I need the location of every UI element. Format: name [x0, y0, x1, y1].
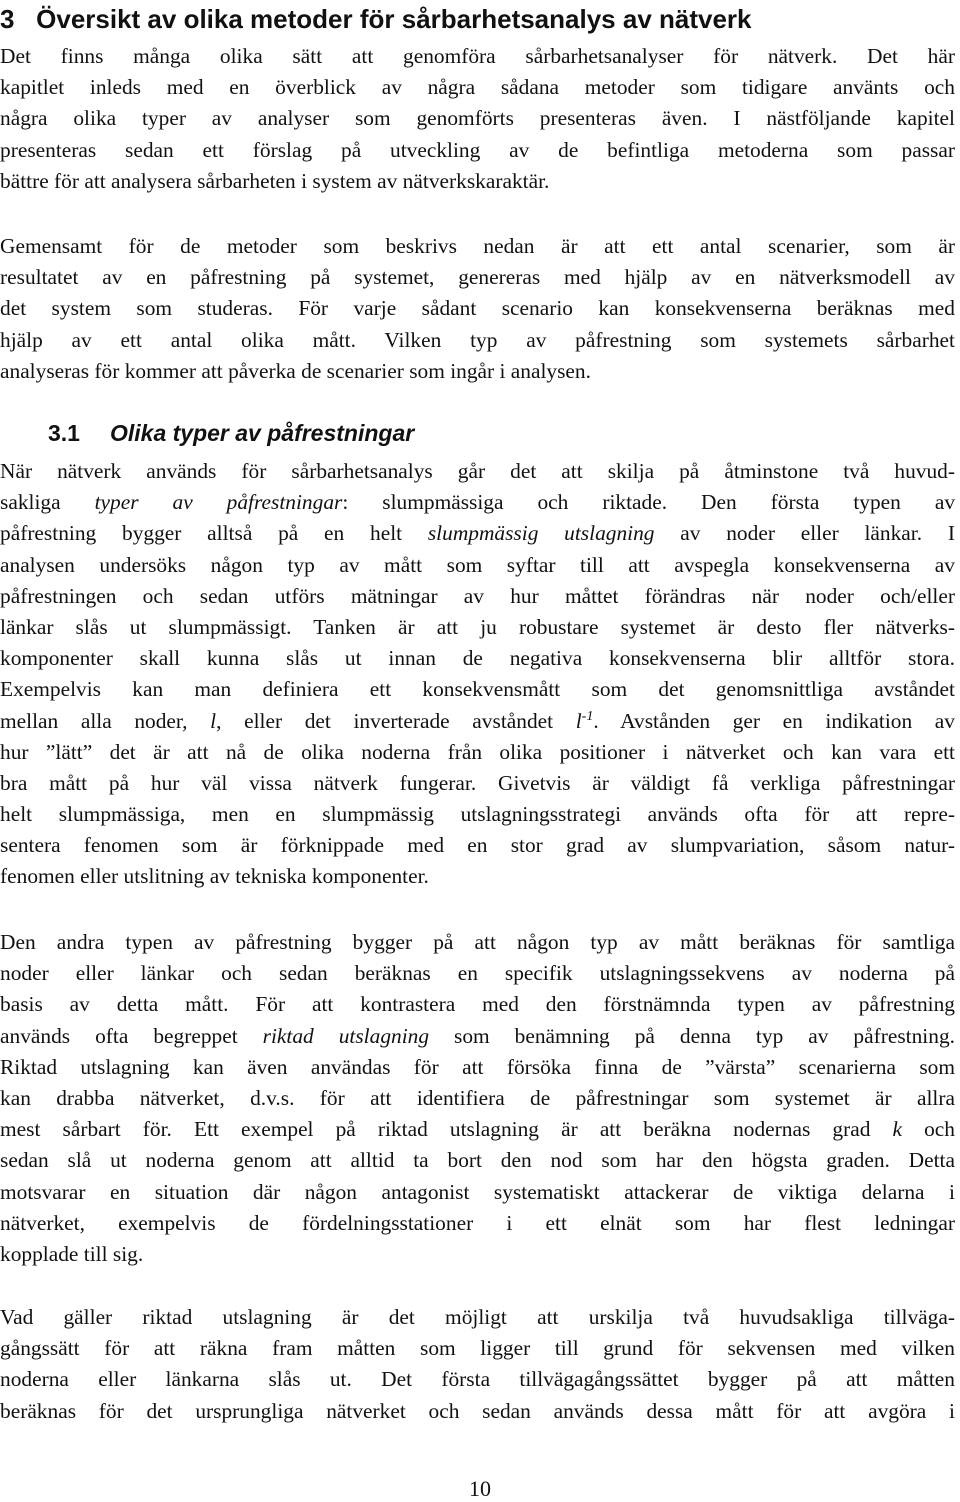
text-line: det system som studeras. För varje sådant scenario kan konsekvenserna beräknas med	[0, 296, 955, 321]
text-line: Den andra typen av påfrestning bygger på att någon typ av mått beräknas för samtliga	[0, 930, 955, 954]
text-line: sedan slå ut noderna genom att alltid ta bort den nod som har den högsta graden. Detta	[0, 1148, 955, 1173]
text-line: noderna eller länkarna slås ut. Det första tillvägagångssättet bygger på att måtten	[0, 1367, 955, 1392]
text-line: fenomen eller utslitning av tekniska komponenter.	[0, 864, 429, 889]
text-line: Riktad utslagning kan även användas för att försöka finna de ”värsta” scenarierna som	[0, 1054, 955, 1079]
text-line: helt slumpmässiga, men en slumpmässig utslagningsstrategi används ofta för att repre-	[0, 802, 955, 827]
text-line: analyseras för kommer att påverka de scenarier som ingår i analysen.	[0, 358, 591, 383]
math-exponent: -1	[581, 708, 594, 724]
text-line: kopplade till sig.	[0, 1241, 144, 1266]
text-line: resultatet av en påfrestning på systemet, genereras med hjälp av en nätverksmodell av	[0, 265, 955, 290]
section-title: Olika typer av påfrestningar	[109, 420, 415, 446]
text-line	[0, 1114, 955, 1145]
text-run: som benämning på denna typ av påfrestning.	[429, 1023, 955, 1048]
emphasis-term: slumpmässig utslagning	[427, 521, 655, 546]
paragraph-approaches	[0, 1302, 955, 1427]
text-line: länkar slås ut slumpmässigt. Tanken är att ju robustare systemet är desto fler nätverks-	[0, 614, 955, 639]
text-line: basis av detta mått. För att kontrastera med den förstnämnda typen av påfrestning	[0, 992, 955, 1017]
text-line: kan drabba nätverket, d.v.s. för att identifiera de påfrestningar som systemet är allra	[0, 1085, 955, 1110]
text-line	[0, 706, 955, 737]
text-line: presenteras sedan ett förslag på utveckling av de befintliga metoderna som passar	[0, 137, 955, 162]
text-line: analysen undersöks någon typ av mått som syftar till att avspegla konsekvenserna av	[0, 552, 955, 577]
text-line: Gemensamt för de metoder som beskrivs nedan är att ett antal scenarier, som är	[0, 234, 955, 258]
math-variable: l	[210, 708, 217, 733]
text-run: påfrestning bygger alltså på en helt	[0, 521, 428, 546]
paragraph-common-methods	[0, 231, 955, 387]
text-line	[0, 487, 955, 518]
text-line	[0, 1021, 955, 1052]
text-line: bättre för att analysera sårbarheten i system av nätverkskaraktär.	[0, 168, 550, 193]
text-line: bra mått på hur väl vissa nätverk fungerar. Givetvis är väldigt få verkliga påfrestningar	[0, 770, 955, 795]
text-line: När nätverk används för sårbarhetsanalys går det att skilja på åtminstone två huvud-	[0, 459, 955, 483]
text-run: och	[902, 1117, 955, 1142]
chapter-number: 3	[0, 4, 15, 34]
text-line: Det finns många olika sätt att genomföra sårbarhetsanalyser för nätverk. Det här	[0, 44, 955, 68]
text-line: motsvarar en situation där någon antagonist systematiskt attackerar de viktiga delarna i	[0, 1179, 955, 1204]
text-line: beräknas för det ursprungliga nätverket och sedan används dessa mått för att avgöra i	[0, 1398, 955, 1423]
text-line: gångssätt för att räkna fram måtten som ligger till grund för sekvensen med vilken	[0, 1336, 955, 1361]
math-variable: k	[892, 1117, 903, 1142]
text-line: hur ”lätt” det är att nå de olika noderna från olika positioner i nätverket och kan vara ett	[0, 739, 955, 764]
text-run: . Avstånden ger en indikation av	[593, 708, 955, 733]
text-line: hjälp av ett antal olika mått. Vilken typ av påfrestning som systemets sårbarhet	[0, 327, 955, 352]
paragraph-targeted-removal	[0, 927, 955, 1270]
text-run: används ofta begreppet	[0, 1023, 263, 1048]
text-line: nätverket, exempelvis de fördelningsstationer i ett elnät som har flest ledningar	[0, 1210, 955, 1235]
text-line: Exempelvis kan man definiera ett konsekvensmått som det genomsnittliga avståndet	[0, 677, 955, 702]
text-line: noder eller länkar och sedan beräknas en specifik utslagningssekvens av noderna på	[0, 961, 955, 986]
emphasis-term: riktad utslagning	[262, 1023, 430, 1048]
chapter-heading	[0, 4, 752, 34]
text-run: sakliga	[0, 490, 95, 515]
text-run: mest sårbart för. Ett exempel på riktad utslagning är att beräkna nodernas grad	[0, 1117, 893, 1142]
text-run: : slumpmässiga och riktade. Den första typen av	[342, 490, 956, 515]
math-variable: l	[575, 708, 582, 733]
text-run: , eller det inverterade avståndet	[216, 708, 576, 733]
text-line: påfrestningen och sedan utförs mätningar av hur måttet förändras när noder och/eller	[0, 583, 955, 608]
page-number: 10	[469, 1476, 491, 1501]
text-line	[0, 518, 955, 549]
emphasis-term: typer av påfrestningar	[94, 490, 343, 515]
text-line: Vad gäller riktad utslagning är det möjligt att urskilja två huvudsakliga tillväga-	[0, 1305, 955, 1329]
paragraph-stress-types	[0, 456, 955, 893]
text-line: några olika typer av analyser som genomförts presenteras även. I nästföljande kapitel	[0, 106, 955, 131]
text-run: mellan alla noder,	[0, 708, 211, 733]
chapter-title: Översikt av olika metoder för sårbarhetsanalys av nätverk	[36, 4, 752, 34]
section-number: 3.1	[48, 420, 80, 446]
section-heading	[48, 418, 414, 448]
text-line: sentera fenomen som är förknippade med en stor grad av slumpvariation, såsom natur-	[0, 833, 955, 858]
text-run: av noder eller länkar. I	[654, 521, 955, 546]
paragraph-intro	[0, 41, 955, 197]
text-line: kapitlet inleds med en överblick av några sådana metoder som tidigare använts och	[0, 75, 955, 100]
text-line: komponenter skall kunna slås ut innan de negativa konsekvenserna blir alltför stora.	[0, 646, 955, 671]
